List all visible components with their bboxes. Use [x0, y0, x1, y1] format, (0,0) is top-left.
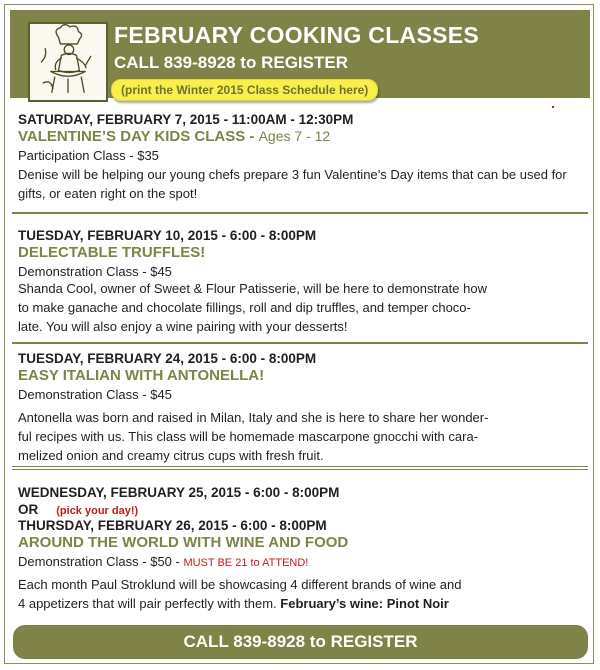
event-date: WEDNESDAY, FEBRUARY 25, 2015 - 6:00 - 8:00PM: [18, 485, 340, 500]
event-or-row: [18, 502, 584, 517]
event-description: [18, 575, 584, 613]
event-title-text: VALENTINE’S DAY KIDS CLASS -: [18, 128, 259, 145]
event-title: [18, 128, 584, 145]
chef-icon: [30, 24, 106, 100]
event-class-type: Demonstration Class - $45: [18, 264, 172, 279]
description-line: melized onion and creamy citrus cups with fresh fruit.: [18, 448, 324, 463]
event-easy-italian: [18, 351, 584, 465]
description-line: to make ganache and chocolate fillings, roll and dip truffles, and temper choco-: [18, 300, 471, 315]
event-valentines-kids: [18, 112, 584, 203]
event-delectable-truffles: [18, 228, 584, 336]
decorative-dot: [552, 106, 554, 108]
section-divider: [12, 212, 588, 214]
register-call-button[interactable]: CALL 839-8928 to REGISTER: [13, 625, 588, 659]
description-text: 4 appetizers that will pair perfectly with them.: [18, 596, 281, 611]
description-line: late. You will also enjoy a wine pairing with your desserts!: [18, 319, 348, 334]
page-title: FEBRUARY COOKING CLASSES: [114, 22, 480, 48]
print-schedule-link[interactable]: (print the Winter 2015 Class Schedule here): [111, 79, 378, 101]
event-date-alt: THURSDAY, FEBRUARY 26, 2015 - 6:00 - 8:00PM: [18, 518, 327, 533]
chef-logo: [28, 22, 108, 102]
pick-your-day-note: (pick your day!): [56, 505, 139, 517]
or-label: OR: [18, 502, 39, 517]
featured-wine: February’s wine: Pinot Noir: [280, 596, 449, 611]
event-title: EASY ITALIAN WITH ANTONELLA!: [18, 367, 265, 384]
event-wine-and-food: [18, 485, 584, 613]
description-line: ful recipes with us. This class will be homemade mascarpone gnocchi with cara-: [18, 429, 479, 444]
header-banner: [10, 10, 590, 98]
event-ages: Ages 7 - 12: [258, 128, 331, 144]
section-divider: [12, 466, 588, 467]
event-class-type: [18, 554, 584, 569]
description-line: Shanda Cool, owner of Sweet & Flour Patisserie, will be here to demonstrate how: [18, 281, 487, 296]
event-date: SATURDAY, FEBRUARY 7, 2015 - 11:00AM - 12:30PM: [18, 112, 354, 127]
section-divider: [12, 469, 588, 470]
description-line: [18, 594, 584, 613]
description-line: Antonella was born and raised in Milan, Italy and she is here to share her wonder-: [18, 410, 489, 425]
event-date: TUESDAY, FEBRUARY 10, 2015 - 6:00 - 8:00PM: [18, 228, 317, 243]
event-description: [18, 279, 584, 336]
event-description: [18, 408, 584, 465]
class-type-text: Demonstration Class - $50 -: [18, 554, 184, 569]
event-title: DELECTABLE TRUFFLES!: [18, 244, 206, 261]
section-divider: [12, 342, 588, 344]
event-class-type: Participation Class - $35: [18, 148, 159, 163]
event-class-type: Demonstration Class - $45: [18, 387, 172, 402]
register-phone-heading: CALL 839-8928 to REGISTER: [114, 53, 348, 72]
event-date: TUESDAY, FEBRUARY 24, 2015 - 6:00 - 8:00PM: [18, 351, 317, 366]
description-line: Each month Paul Stroklund will be showcasing 4 different brands of wine and: [18, 577, 462, 592]
event-title: AROUND THE WORLD WITH WINE AND FOOD: [18, 534, 349, 551]
event-description: Denise will be helping our young chefs prepare 3 fun Valentine’s Day items that can be used for gifts, or eaten right on the spot!: [18, 167, 567, 201]
age-warning: MUST BE 21 to ATTEND!: [183, 557, 309, 569]
